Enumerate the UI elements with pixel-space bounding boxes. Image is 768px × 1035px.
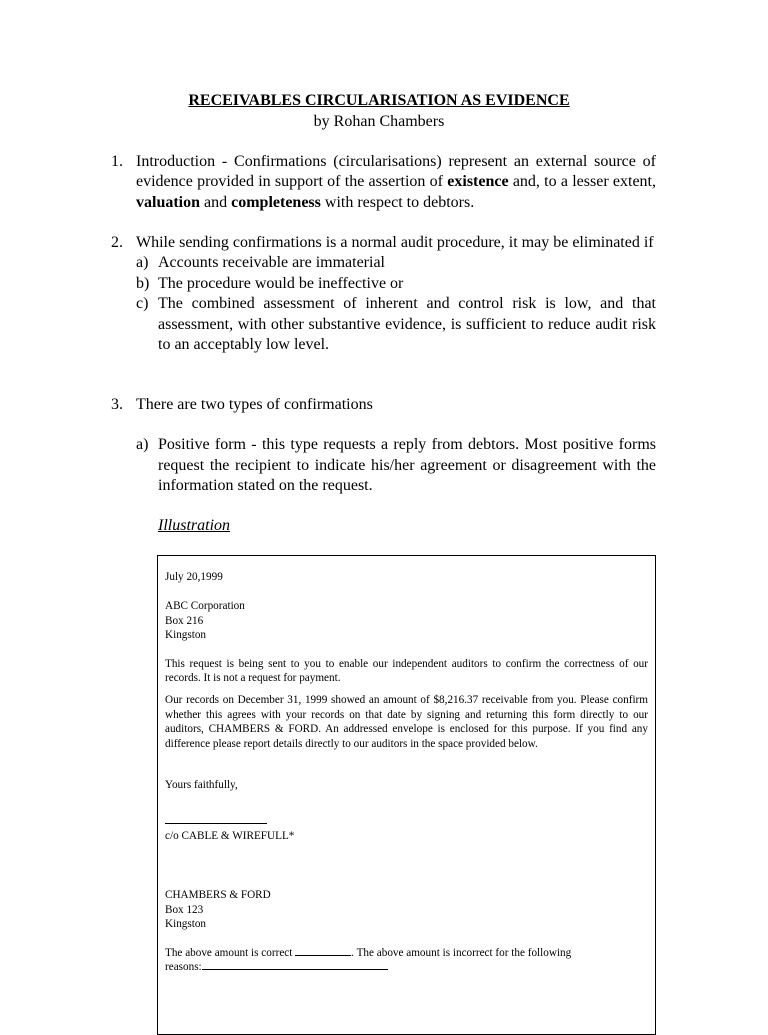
response-correct: The above amount is correct	[165, 946, 293, 959]
addressee-line: ABC Corporation	[165, 600, 245, 613]
text-run: with respect to debtors.	[320, 193, 475, 211]
response-incorrect: . The above amount is incorrect for the following	[351, 946, 572, 959]
addressee-line: Kingston	[165, 629, 207, 642]
list-number: 3.	[111, 396, 123, 413]
list-item-3	[111, 395, 656, 497]
illustration-label: Illustration	[158, 517, 231, 534]
list-item-text	[136, 152, 656, 213]
response-reasons	[165, 960, 648, 974]
response-section	[165, 946, 648, 960]
emphasis-valuation: valuation	[136, 193, 201, 211]
list-item-text	[136, 395, 656, 497]
sub-item-a	[136, 253, 656, 273]
addressee-line: Box 216	[165, 614, 204, 627]
reasons-label: reasons:	[165, 960, 202, 973]
document-title: RECEIVABLES CIRCULARISATION AS EVIDENCE	[188, 92, 570, 109]
emphasis-existence: existence	[447, 173, 509, 191]
letter-signer: c/o CABLE & WIREFULL*	[165, 829, 295, 842]
sub-text: The procedure would be ineffective or	[158, 274, 404, 292]
emphasis-completeness: completeness	[231, 193, 321, 211]
letter-date: July 20,1999	[165, 571, 223, 583]
text-run: and, to a lesser extent,	[508, 173, 657, 191]
sub-text: Positive form - this type requests a reply from debtors. Most positive forms request the recipient to indicate his/her agreement or disagreement with the information stated on the request.	[158, 436, 656, 495]
sub-letter: a)	[136, 436, 149, 454]
list-item-text	[136, 233, 656, 355]
blank-line	[295, 955, 351, 956]
letter-paragraph-1: This request is being sent to you to enable our independent auditors to confirm the correctness of our records. It is not a request for payment.	[165, 657, 648, 685]
auditor-line: CHAMBERS & FORD	[165, 889, 271, 902]
sub-item-b	[136, 274, 656, 294]
letter-paragraph-2: Our records on December 31, 1999 showed an amount of $8,216.37 receivable from you. Please confirm whether this agrees with your records on that date by signing and returning this form directly to our auditors, CHAMBERS & FORD. An addressed envelope is enclosed for this purpose. If you find any difference please report details directly to our auditors in the space provided below.	[165, 694, 648, 750]
blank-line	[202, 969, 388, 970]
letter-closing: Yours faithfully,	[165, 779, 238, 792]
sub-item-c	[136, 294, 656, 355]
sub-text: Accounts receivable are immaterial	[158, 254, 385, 272]
signature-line	[165, 814, 648, 828]
list-item-1	[111, 152, 656, 213]
auditor-line: Kingston	[165, 918, 207, 931]
text-run: Introduction - Confirmations (circularisations) represent an external source of evidence provided in support of the assertion of	[136, 153, 656, 191]
list-number: 1.	[111, 153, 123, 170]
sub-letter: a)	[136, 254, 149, 272]
list-number: 2.	[111, 234, 123, 251]
list-item-lead: While sending confirmations is a normal audit procedure, it may be eliminated if	[136, 234, 654, 251]
document-author: by Rohan Chambers	[313, 113, 445, 130]
sub-item-a	[136, 435, 656, 496]
auditor-line: Box 123	[165, 903, 204, 916]
sub-text: The combined assessment of inherent and control risk is low, and that assessment, with other substantive evidence, is sufficient to reduce audit risk to an acceptably low level.	[158, 295, 656, 354]
sub-letter: b)	[136, 274, 150, 292]
list-item-2	[111, 233, 656, 355]
sub-letter: c)	[136, 295, 149, 313]
list-item-lead: There are two types of confirmations	[136, 396, 373, 413]
confirmation-letter	[157, 555, 656, 1035]
text-run: and	[200, 193, 232, 211]
